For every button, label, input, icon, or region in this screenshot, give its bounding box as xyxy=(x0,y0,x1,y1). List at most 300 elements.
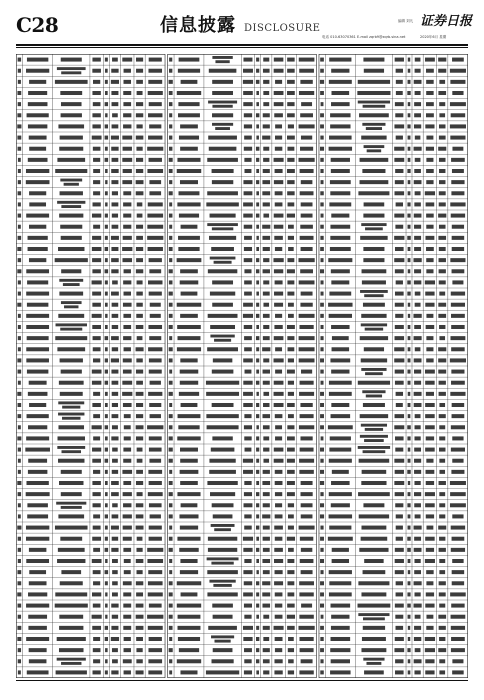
listing-cell-text xyxy=(136,514,144,518)
listing-cell-text xyxy=(180,280,199,284)
listing-cell-text xyxy=(256,336,259,340)
listing-cell-text xyxy=(425,292,434,296)
listing-cell-text xyxy=(274,670,282,674)
listing-cell-text xyxy=(18,180,21,184)
listing-cell-text xyxy=(148,347,162,351)
listing-cell-text xyxy=(18,381,21,385)
listing-cell-text xyxy=(256,659,259,663)
listing-cell-text xyxy=(243,537,253,541)
listing-cell-text xyxy=(105,637,108,641)
listing-cell-text xyxy=(29,191,46,195)
listing-cell-text xyxy=(395,102,404,106)
listing-cell-text xyxy=(178,637,200,641)
listing-cell-text xyxy=(169,436,173,440)
listing-cell-text xyxy=(211,562,233,565)
listing-cell-text xyxy=(256,347,259,351)
listing-cell-text xyxy=(244,236,252,240)
listing-cell-text xyxy=(451,626,465,630)
listing-cell-text xyxy=(299,670,313,674)
listing-cell-text xyxy=(61,102,82,106)
listing-cell-text xyxy=(288,347,295,351)
listing-cell-text xyxy=(28,470,47,474)
listing-cell-text xyxy=(301,604,312,608)
listing-cell-text xyxy=(262,347,270,351)
listing-cell-text xyxy=(360,158,389,162)
listing-cell-text xyxy=(243,69,253,73)
listing-cell-text xyxy=(210,325,235,329)
newspaper-logo: 证券日报 xyxy=(420,14,473,29)
listing-cell-text xyxy=(136,80,143,84)
listing-cell-text xyxy=(111,604,118,608)
listing-cell-text xyxy=(452,659,463,663)
listing-cell-text xyxy=(92,269,100,273)
listing-cell-text xyxy=(93,414,100,418)
listing-cell-text xyxy=(169,102,172,106)
listing-cell-text xyxy=(244,436,251,440)
listing-cell-text xyxy=(124,292,131,296)
listing-cell-text xyxy=(180,570,198,574)
listing-cell-text xyxy=(112,392,118,396)
listing-cell-text xyxy=(274,91,284,95)
listing-cell-text xyxy=(136,559,144,563)
listing-cell-text xyxy=(300,303,312,307)
listing-cell-text xyxy=(169,537,173,541)
listing-cell-text xyxy=(105,514,108,518)
listing-cell-text xyxy=(169,481,173,485)
listing-cell-text xyxy=(288,514,294,518)
listing-cell-text xyxy=(439,169,445,173)
listing-cell-text xyxy=(439,459,445,463)
listing-cell-text xyxy=(177,336,200,340)
listing-cell-text xyxy=(396,581,403,585)
listing-cell-text xyxy=(61,205,81,208)
listing-cell-text xyxy=(426,481,434,485)
listing-cell-text xyxy=(301,102,312,106)
listing-cell-text xyxy=(105,80,108,84)
listing-cell-text xyxy=(414,180,422,184)
listing-cell-text xyxy=(105,236,108,240)
listing-cell-text xyxy=(256,91,259,95)
listing-cell-text xyxy=(287,481,295,485)
listing-cell-text xyxy=(105,158,109,162)
listing-cell-text xyxy=(439,136,446,140)
listing-cell-text xyxy=(426,314,433,318)
listing-cell-text xyxy=(17,247,21,251)
listing-cell-text xyxy=(425,191,435,195)
listing-cell-text xyxy=(111,147,118,151)
listing-cell-text xyxy=(105,292,108,296)
listing-cell-text xyxy=(414,403,422,407)
listing-cell-text xyxy=(92,247,102,251)
listing-cell-text xyxy=(18,604,22,608)
listing-cell-text xyxy=(415,414,421,418)
listing-cell-text xyxy=(212,280,233,284)
listing-cell-text xyxy=(301,214,313,218)
listing-cell-text xyxy=(244,526,252,530)
listing-cell-text xyxy=(358,604,391,608)
listing-cell-text xyxy=(425,370,435,374)
listing-cell-text xyxy=(60,392,83,396)
listing-cell-text xyxy=(450,592,466,596)
listing-cell-text xyxy=(60,91,82,95)
listing-cell-text xyxy=(149,537,162,541)
listing-cell-text xyxy=(18,615,21,619)
listing-cell-text xyxy=(263,80,269,84)
listing-cell-text xyxy=(180,448,198,452)
listing-cell-text xyxy=(414,236,421,240)
listing-cell-text xyxy=(395,470,404,474)
listing-cell-text xyxy=(451,648,465,652)
listing-cell-text xyxy=(92,492,100,496)
listing-cell-text xyxy=(105,370,108,374)
listing-cell-text xyxy=(105,347,108,351)
listing-cell-text xyxy=(147,236,163,240)
listing-cell-text xyxy=(105,537,108,541)
listing-cell-text xyxy=(425,637,435,641)
listing-cell-text xyxy=(169,581,173,585)
listing-cell-text xyxy=(362,169,385,173)
listing-cell-text xyxy=(244,492,252,496)
listing-cell-text xyxy=(215,60,229,63)
listing-cell-text xyxy=(169,169,173,173)
listing-cell-text xyxy=(408,358,411,362)
listing-cell-text xyxy=(275,370,282,374)
listing-cell-text xyxy=(105,381,108,385)
listing-cell-text xyxy=(245,448,252,452)
listing-cell-text xyxy=(358,613,389,616)
listing-cell-text xyxy=(426,581,433,585)
listing-cell-text xyxy=(137,570,143,574)
listing-cell-text xyxy=(136,436,143,440)
listing-cell-text xyxy=(178,236,200,240)
listing-cell-text xyxy=(123,481,131,485)
listing-cell-text xyxy=(274,336,284,340)
listing-cell-text xyxy=(105,202,108,206)
listing-cell-text xyxy=(287,403,295,407)
listing-cell-text xyxy=(450,503,466,507)
listing-cell-text xyxy=(123,124,131,128)
listing-cell-text xyxy=(320,514,324,518)
listing-cell-text xyxy=(169,124,172,128)
listing-cell-text xyxy=(93,436,100,440)
listing-cell-text xyxy=(169,214,173,218)
listing-cell-text xyxy=(149,58,162,62)
listing-cell-text xyxy=(169,470,172,474)
listing-cell-text xyxy=(425,303,434,307)
listing-cell-text xyxy=(123,225,131,229)
listing-cell-text xyxy=(439,514,445,518)
listing-cell-text xyxy=(288,124,294,128)
listing-cell-text xyxy=(450,102,466,106)
listing-cell-text xyxy=(451,314,465,318)
listing-cell-text xyxy=(287,258,294,262)
listing-cell-text xyxy=(415,347,421,351)
listing-cell-text xyxy=(181,403,198,407)
listing-cell-text xyxy=(123,236,132,240)
listing-cell-text xyxy=(363,626,385,630)
listing-cell-text xyxy=(256,358,259,362)
listing-cell-text xyxy=(123,615,131,619)
listing-cell-text xyxy=(439,392,446,396)
listing-cell-text xyxy=(451,637,465,641)
listing-cell-text xyxy=(359,113,389,117)
listing-cell-text xyxy=(169,604,173,608)
listing-cell-text xyxy=(169,626,173,630)
listing-cell-text xyxy=(59,481,83,485)
listing-cell-text xyxy=(395,637,404,641)
listing-cell-text xyxy=(243,470,253,474)
listing-cell-text xyxy=(414,659,422,663)
listing-cell-text xyxy=(179,392,199,396)
listing-cell-text xyxy=(363,617,385,620)
listing-cell-text xyxy=(331,280,349,284)
listing-cell-text xyxy=(169,303,173,307)
listing-cell-text xyxy=(414,325,421,329)
listing-cell-text xyxy=(136,481,143,485)
listing-cell-text xyxy=(426,258,433,262)
listing-cell-text xyxy=(57,201,85,204)
listing-cell-text xyxy=(207,592,237,596)
listing-cell-text xyxy=(439,436,445,440)
listing-cell-text xyxy=(206,202,239,206)
listing-cell-text xyxy=(426,214,434,218)
listing-cell-text xyxy=(358,101,390,104)
listing-cell-text xyxy=(426,247,434,251)
listing-cell-text xyxy=(93,392,100,396)
listing-cell-text xyxy=(149,102,162,106)
listing-cell-text xyxy=(105,503,108,507)
listing-cell-text xyxy=(215,127,230,130)
listing-cell-text xyxy=(213,648,233,652)
listing-cell-text xyxy=(58,436,85,440)
listing-cell-text xyxy=(177,258,202,262)
listing-cell-text xyxy=(244,158,251,162)
listing-cell-text xyxy=(363,403,385,407)
listing-cell-text xyxy=(92,381,101,385)
listing-cell-text xyxy=(149,336,161,340)
listing-cell-text xyxy=(124,637,131,641)
listing-cell-text xyxy=(414,269,421,273)
listing-cell-text xyxy=(358,581,389,585)
listing-cell-text xyxy=(263,58,269,62)
listing-cell-text xyxy=(256,314,259,318)
listing-cell-text xyxy=(287,136,295,140)
listing-cell-text xyxy=(256,459,259,463)
listing-cell-text xyxy=(274,659,282,663)
listing-cell-text xyxy=(180,481,198,485)
listing-cell-text xyxy=(112,559,118,563)
listing-cell-text xyxy=(320,280,323,284)
listing-cell-text xyxy=(275,247,282,251)
listing-cell-text xyxy=(329,392,352,396)
listing-cell-text xyxy=(206,392,239,396)
listing-cell-text xyxy=(177,604,201,608)
listing-cell-text xyxy=(288,202,295,206)
listing-cell-text xyxy=(275,202,283,206)
listing-cell-text xyxy=(274,548,283,552)
listing-cell-text xyxy=(329,58,351,62)
listing-cell-text xyxy=(136,258,143,262)
listing-cell-text xyxy=(208,548,237,552)
listing-cell-text xyxy=(213,615,233,619)
listing-cell-text xyxy=(18,414,22,418)
listing-cell-text xyxy=(426,347,433,351)
listing-cell-text xyxy=(256,503,259,507)
listing-cell-text xyxy=(181,592,198,596)
listing-cell-text xyxy=(263,570,270,574)
listing-cell-text xyxy=(407,604,410,608)
listing-cell-text xyxy=(439,247,446,251)
listing-cell-text xyxy=(256,514,259,518)
listing-cell-text xyxy=(299,615,313,619)
listing-cell-text xyxy=(364,559,383,563)
listing-cell-text xyxy=(407,236,410,240)
listing-cell-text xyxy=(300,492,312,496)
listing-cell-text xyxy=(256,403,259,407)
listing-cell-text xyxy=(450,136,465,140)
listing-cell-text xyxy=(111,548,118,552)
listing-cell-text xyxy=(395,113,403,117)
listing-cell-text xyxy=(256,325,259,329)
listing-cell-text xyxy=(330,124,350,128)
listing-cell-text xyxy=(243,392,253,396)
listing-cell-text xyxy=(136,191,144,195)
listing-cell-text xyxy=(413,314,421,318)
listing-cell-text xyxy=(300,225,313,229)
listing-cell-text xyxy=(28,102,48,106)
listing-cell-text xyxy=(61,662,81,665)
listing-cell-text xyxy=(211,448,235,452)
listing-cell-text xyxy=(59,147,83,151)
listing-cell-text xyxy=(169,314,173,318)
listing-cell-text xyxy=(263,158,269,162)
listing-cell-text xyxy=(256,436,259,440)
listing-cell-text xyxy=(25,448,50,452)
listing-cell-text xyxy=(320,626,324,630)
listing-cell-text xyxy=(147,214,163,218)
listing-cell-text xyxy=(136,314,143,318)
listing-cell-text xyxy=(29,136,47,140)
listing-cell-text xyxy=(274,392,284,396)
listing-cell-text xyxy=(147,225,163,229)
listing-cell-text xyxy=(212,56,232,59)
listing-cell-text xyxy=(243,91,253,95)
listing-cell-text xyxy=(263,113,270,117)
listing-cell-text xyxy=(105,559,107,563)
listing-cell-text xyxy=(105,113,107,117)
listing-cell-text xyxy=(179,548,198,552)
listing-cell-text xyxy=(299,280,315,284)
listing-cell-text xyxy=(207,347,238,351)
listing-cell-text xyxy=(301,481,313,485)
listing-cell-text xyxy=(148,280,162,284)
listing-cell-text xyxy=(92,136,102,140)
listing-cell-text xyxy=(206,381,239,385)
listing-cell-text xyxy=(136,615,144,619)
listing-cell-text xyxy=(136,526,144,530)
listing-cell-text xyxy=(179,514,198,518)
listing-cell-text xyxy=(149,503,162,507)
listing-cell-text xyxy=(169,570,172,574)
listing-cell-text xyxy=(26,292,49,296)
listing-cell-text xyxy=(93,503,101,507)
listing-cell-text xyxy=(414,448,421,452)
listing-cell-text xyxy=(169,637,172,641)
listing-cell-text xyxy=(18,448,21,452)
listing-cell-text xyxy=(26,169,49,173)
listing-cell-text xyxy=(408,69,411,73)
listing-cell-text xyxy=(395,492,404,496)
listing-cell-text xyxy=(61,570,81,574)
listing-cell-text xyxy=(210,292,235,296)
listing-cell-text xyxy=(426,626,433,630)
listing-cell-text xyxy=(288,659,294,663)
listing-cell-text xyxy=(408,80,411,84)
listing-cell-text xyxy=(180,124,198,128)
listing-cell-text xyxy=(256,258,259,262)
listing-cell-text xyxy=(244,124,252,128)
listing-cell-text xyxy=(180,147,198,151)
listing-cell-text xyxy=(111,169,118,173)
listing-cell-text xyxy=(92,537,101,541)
listing-cell-text xyxy=(28,124,47,128)
listing-cell-text xyxy=(26,559,49,563)
listing-cell-text xyxy=(17,637,21,641)
listing-cell-text xyxy=(331,214,349,218)
listing-cell-text xyxy=(332,91,350,95)
listing-cell-text xyxy=(137,214,143,218)
listing-cell-text xyxy=(274,69,284,73)
listing-cell-text xyxy=(123,325,131,329)
listing-cell-text xyxy=(169,548,173,552)
listing-cell-text xyxy=(105,548,109,552)
listing-cell-text xyxy=(262,592,270,596)
listing-cell-text xyxy=(287,336,294,340)
listing-cell-text xyxy=(111,637,119,641)
listing-cell-text xyxy=(18,280,21,284)
listing-cell-text xyxy=(61,506,82,509)
listing-cell-text xyxy=(320,314,324,318)
listing-cell-text xyxy=(105,604,108,608)
listing-cell-text xyxy=(59,214,83,218)
listing-cell-text xyxy=(60,225,82,229)
listing-cell-text xyxy=(300,403,312,407)
listing-cell-text xyxy=(288,648,294,652)
listing-cell-text xyxy=(93,347,101,351)
listing-cell-text xyxy=(112,648,118,652)
listing-cell-text xyxy=(169,247,173,251)
listing-cell-text xyxy=(136,659,142,663)
listing-cell-text xyxy=(244,258,252,262)
listing-cell-text xyxy=(243,358,253,362)
listing-cell-text xyxy=(263,69,270,73)
listing-cell-text xyxy=(57,347,85,351)
listing-cell-text xyxy=(26,492,50,496)
listing-cell-text xyxy=(136,147,142,151)
listing-cell-text xyxy=(105,414,108,418)
listing-cell-text xyxy=(148,581,163,585)
listing-cell-text xyxy=(263,269,270,273)
listing-cell-text xyxy=(396,392,403,396)
listing-cell-text xyxy=(256,559,259,563)
listing-cell-text xyxy=(263,325,269,329)
listing-cell-text xyxy=(262,604,270,608)
listing-cell-text xyxy=(112,403,118,407)
listing-cell-text xyxy=(136,303,142,307)
listing-cell-text xyxy=(451,292,465,296)
listing-cell-text xyxy=(274,325,282,329)
listing-cell-text xyxy=(451,425,465,429)
